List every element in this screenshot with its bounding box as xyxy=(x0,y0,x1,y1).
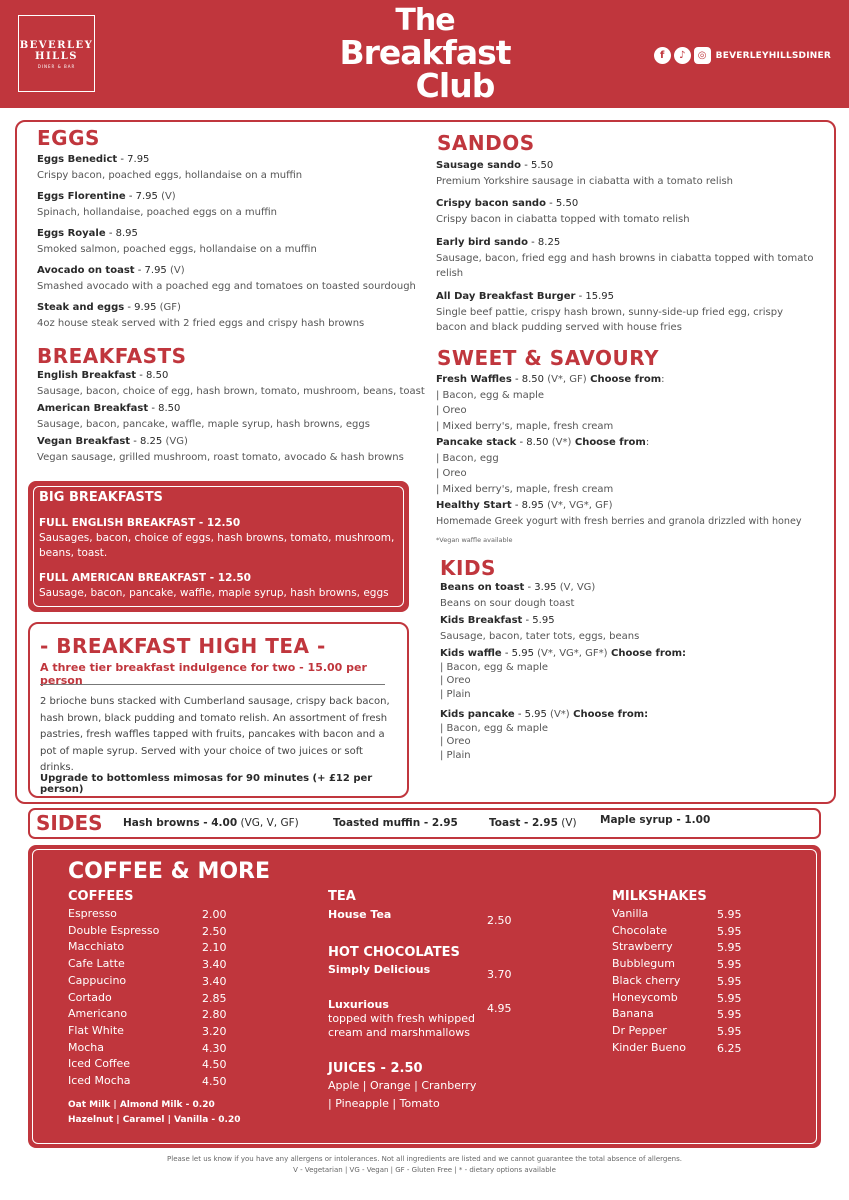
item-tag: (V*) xyxy=(546,709,570,720)
choose-from-label: Choose from: xyxy=(569,709,649,720)
menu-item xyxy=(37,263,427,294)
item-name: Kids Breakfast xyxy=(440,615,523,626)
item-price: - 8.50 xyxy=(511,374,545,385)
luxurious-desc-1: topped with fresh whipped xyxy=(328,1012,475,1025)
menu-row-name: Cafe Latte xyxy=(68,957,125,971)
item-option: | Plain xyxy=(440,688,471,700)
item-price: - 8.25 xyxy=(130,436,163,447)
juices-subtitle: JUICES - 2.50 xyxy=(328,1061,423,1076)
allergen-notice: Please let us know if you have any allergens or intolerances. Not all ingredients are listed and we cannot guarantee the total absence of allergens. xyxy=(167,1155,682,1163)
syrup-extras: Hazelnut | Caramel | Vanilla - 0.20 xyxy=(68,1115,241,1125)
house-tea: House Tea xyxy=(328,908,392,921)
juices-list-2: | Pineapple | Tomato xyxy=(328,1097,440,1110)
item-tag: (V*, VG*, GF*) xyxy=(533,648,608,659)
choose-colon: : xyxy=(645,437,650,448)
menu-row-price: 3.40 xyxy=(202,974,227,988)
item-price: - 7.95 xyxy=(134,265,167,276)
item-name: Crispy bacon sando xyxy=(436,198,546,209)
item-price: - 9.95 xyxy=(124,302,157,313)
item-tag: (V) xyxy=(166,265,185,276)
item-name: Pancake stack xyxy=(436,437,517,448)
menu-item xyxy=(436,235,816,282)
item-name: FULL AMERICAN BREAKFAST - 12.50 xyxy=(39,572,251,584)
item-desc: Homemade Greek yogurt with fresh berries and granola drizzled with honey xyxy=(436,515,802,527)
title-line1: The xyxy=(395,3,455,38)
item-tag: (V) xyxy=(157,191,176,202)
item-desc: Crispy bacon, poached eggs, hollandaise on a muffin xyxy=(37,169,303,181)
menu-row-name: Honeycomb xyxy=(612,990,678,1004)
item-desc: Sausage, bacon, choice of egg, hash brown, tomato, mushroom, beans, toast xyxy=(37,385,425,397)
item-name: Toast - 2.95 xyxy=(489,817,558,829)
menu-row-name: Mocha xyxy=(68,1040,104,1054)
house-tea-price: 2.50 xyxy=(487,914,512,927)
item-option: | Bacon, egg xyxy=(436,452,499,464)
menu-row-name: Espresso xyxy=(68,907,117,920)
item-name: English Breakfast xyxy=(37,370,137,381)
menu-item xyxy=(436,372,826,434)
menu-row-name: Black cherry xyxy=(612,973,681,987)
menu-item xyxy=(436,435,826,497)
menu-row-price: 2.50 xyxy=(202,924,227,938)
sweet-savoury-title: SWEET & SAVOURY xyxy=(437,346,659,370)
side-item xyxy=(489,817,577,829)
social-links xyxy=(654,47,831,64)
title-line2: Breakfast xyxy=(339,33,511,72)
menu-row-name: Dr Pepper xyxy=(612,1023,667,1037)
item-name: Eggs Royale xyxy=(37,228,106,239)
item-price: - 8.50 xyxy=(136,370,169,381)
item-desc: Sausage, bacon, tater tots, eggs, beans xyxy=(440,630,640,642)
item-option: | Bacon, egg & maple xyxy=(440,661,548,673)
sides-box xyxy=(28,808,821,839)
menu-row-name: Double Espresso xyxy=(68,923,160,937)
item-name: Avocado on toast xyxy=(37,265,135,276)
menu-row-price: 5.95 xyxy=(717,924,742,938)
menu-item xyxy=(436,196,826,227)
menu-item xyxy=(37,368,427,399)
item-name: Sausage sando xyxy=(436,160,522,171)
item-name: Vegan Breakfast xyxy=(37,436,131,447)
high-tea-box xyxy=(28,622,409,798)
eggs-title: EGGS xyxy=(37,126,100,150)
item-desc: Spinach, hollandaise, poached eggs on a muffin xyxy=(37,206,277,218)
item-price: - 5.50 xyxy=(521,160,554,171)
item-desc: Sausage, bacon, pancake, waffle, maple syrup, hash browns, eggs xyxy=(39,587,389,599)
item-tag: (V*, GF) xyxy=(544,374,587,385)
item-name: FULL ENGLISH BREAKFAST - 12.50 xyxy=(39,517,241,529)
item-desc: Beans on sour dough toast xyxy=(440,597,575,609)
menu-row-price: 4.50 xyxy=(202,1075,227,1088)
luxurious-desc-2: cream and marshmallows xyxy=(328,1026,470,1039)
item-tag: (V) xyxy=(557,817,577,829)
item-price: - 7.95 xyxy=(125,191,158,202)
item-desc: Sausages, bacon, choice of eggs, hash browns, tomato, mushroom, beans, toast. xyxy=(39,532,395,559)
social-handle: BEVERLEYHILLSDINER xyxy=(715,50,831,61)
item-option: | Mixed berry's, maple, fresh cream xyxy=(436,483,614,495)
item-price: - 8.25 xyxy=(527,237,561,248)
tea-subtitle: TEA xyxy=(328,889,356,904)
item-name: Kids waffle xyxy=(440,648,502,659)
item-option: | Mixed berry's, maple, fresh cream xyxy=(436,420,614,432)
item-name: Toasted muffin - 2.95 xyxy=(333,817,458,829)
simply-delicious: Simply Delicious xyxy=(328,963,431,976)
item-price: - 5.95 xyxy=(514,709,547,720)
menu-row-name: Iced Mocha xyxy=(68,1074,131,1087)
item-desc: Sausage, bacon, pancake, waffle, maple syrup, hash browns, eggs xyxy=(37,418,370,430)
menu-row-price: 4.30 xyxy=(202,1041,227,1055)
item-tag: (VG, V, GF) xyxy=(237,817,299,829)
item-price: - 7.95 xyxy=(117,154,150,165)
menu-row-price: 5.95 xyxy=(717,974,742,988)
item-name: Steak and eggs xyxy=(37,302,125,313)
item-price: - 5.50 xyxy=(545,198,579,209)
menu-row-price: 6.25 xyxy=(717,1041,742,1055)
item-name: Eggs Florentine xyxy=(37,191,126,202)
menu-row-price: 3.40 xyxy=(202,958,227,972)
side-item xyxy=(333,817,458,829)
menu-row-name: Chocolate xyxy=(612,923,668,937)
menu-item xyxy=(436,158,826,189)
menu-item xyxy=(37,300,427,331)
item-option: | Oreo xyxy=(436,405,467,416)
item-price: - 8.95 xyxy=(105,228,138,239)
menu-row-name: Americano xyxy=(68,1007,128,1021)
item-price: - 5.95 xyxy=(522,615,555,626)
allergen-footer xyxy=(0,1154,849,1176)
milkshakes-subtitle: MILKSHAKES xyxy=(612,889,707,904)
facebook-icon[interactable]: f xyxy=(654,47,671,64)
menu-row-price: 5.95 xyxy=(717,908,742,921)
menu-row-name: Cortado xyxy=(68,990,112,1004)
menu-row-name: Strawberry xyxy=(612,940,673,954)
item-name: All Day Breakfast Burger xyxy=(436,291,576,302)
side-item xyxy=(600,814,710,826)
item-desc: 4oz house steak served with 2 fried eggs and crispy hash browns xyxy=(37,317,365,329)
menu-row-name: Bubblegum xyxy=(612,957,675,971)
item-name: Eggs Benedict xyxy=(37,154,118,165)
menu-item xyxy=(440,647,830,701)
item-option: | Oreo xyxy=(440,736,471,747)
item-option: | Plain xyxy=(440,749,471,761)
menu-item xyxy=(440,580,830,611)
high-tea-description: 2 brioche buns stacked with Cumberland sausage, crispy back bacon, hash brown, black pudding and tomato relish. An assortment of fresh pastries, fresh waffles tapped with fruits, pancakes with bacon and a pot of maple syrup. Served with your choice of two juices or soft drinks. xyxy=(40,696,390,773)
item-name: Hash browns - 4.00 xyxy=(123,817,238,829)
item-desc: Sausage, bacon, fried egg and hash browns in ciabatta topped with tomato relish xyxy=(436,252,814,279)
menu-row-price: 2.80 xyxy=(202,1008,227,1022)
dietary-key: V - Vegetarian | VG - Vegan | GF - Gluten Free | * - dietary options available xyxy=(293,1166,556,1174)
item-name: Fresh Waffles xyxy=(436,374,512,385)
coffee-title: COFFEE & MORE xyxy=(68,859,271,884)
item-option: | Bacon, egg & maple xyxy=(440,722,548,734)
menu-row-price: 3.20 xyxy=(202,1024,227,1038)
big-breakfasts-box xyxy=(28,481,409,612)
menu-item xyxy=(440,708,830,762)
item-option: | Oreo xyxy=(440,675,471,686)
menu-item xyxy=(37,189,427,220)
coffees-subtitle: COFFEES xyxy=(68,889,134,904)
hot-chocolates-subtitle: HOT CHOCOLATES xyxy=(328,945,460,960)
menu-row-name: Flat White xyxy=(68,1023,124,1037)
choose-from-label: Choose from xyxy=(586,374,662,385)
menu-row-price: 5.95 xyxy=(717,1008,742,1022)
item-option: | Bacon, egg & maple xyxy=(436,389,544,401)
logo-line2: HILLS xyxy=(35,51,78,62)
divider xyxy=(40,684,385,685)
high-tea-subtitle: A three tier breakfast indulgence for two - 15.00 per person xyxy=(40,661,367,687)
item-price: - 8.95 xyxy=(511,500,544,511)
juices-list-1: Apple | Orange | Cranberry xyxy=(328,1079,477,1092)
menu-row-name: Banana xyxy=(612,1007,654,1021)
menu-row-price: 5.95 xyxy=(717,958,742,972)
high-tea-title: - BREAKFAST HIGH TEA - xyxy=(40,634,326,658)
item-name: Early bird sando xyxy=(436,237,528,248)
item-desc: Smoked salmon, poached eggs, hollandaise on a muffin xyxy=(37,243,317,255)
menu-row-name: Iced Coffee xyxy=(68,1057,131,1071)
item-desc: Vegan sausage, grilled mushroom, roast tomato, avocado & hash browns xyxy=(37,451,404,463)
item-tag: (V, VG) xyxy=(556,582,596,593)
simply-delicious-price: 3.70 xyxy=(487,968,512,981)
choose-from-label: Choose from xyxy=(571,437,646,448)
item-tag: (VG) xyxy=(162,436,188,447)
kids-title: KIDS xyxy=(440,556,496,580)
sandos-title: SANDOS xyxy=(437,131,535,155)
menu-row-name: Vanilla xyxy=(612,907,649,920)
item-price: - 8.50 xyxy=(148,403,181,414)
header xyxy=(0,0,849,108)
item-price: - 3.95 xyxy=(524,582,557,593)
menu-row-name: Cappucino xyxy=(68,973,127,987)
item-price: - 8.50 xyxy=(516,437,549,448)
item-desc: Premium Yorkshire sausage in ciabatta with a tomato relish xyxy=(436,175,734,187)
high-tea-upgrade: Upgrade to bottomless mimosas for 90 minutes (+ £12 per person) xyxy=(40,773,373,795)
item-desc: Single beef pattie, crispy hash brown, sunny-side-up fried egg, crispy bacon and black pudding served with house fries xyxy=(436,306,784,333)
choose-colon: : xyxy=(661,374,665,385)
menu-row-name: Kinder Bueno xyxy=(612,1040,686,1054)
big-breakfasts-title: BIG BREAKFASTS xyxy=(39,490,163,505)
menu-item xyxy=(436,289,816,336)
item-desc: Crispy bacon in ciabatta topped with tomato relish xyxy=(436,213,690,225)
breakfast-club-title xyxy=(300,3,550,105)
menu-item xyxy=(440,613,830,644)
item-desc: Smashed avocado with a poached egg and tomatoes on toasted sourdough xyxy=(37,280,416,292)
item-name: Healthy Start xyxy=(436,500,512,511)
menu-item xyxy=(37,226,427,257)
sides-title: SIDES xyxy=(36,811,103,835)
menu-row-price: 5.95 xyxy=(717,1024,742,1038)
menu-row-price: 4.50 xyxy=(202,1058,227,1072)
vegan-waffle-note: *Vegan waffle available xyxy=(436,536,513,544)
menu-item xyxy=(39,516,399,561)
menu-row-price: 2.85 xyxy=(202,991,227,1005)
logo-line3: DINER & BAR xyxy=(37,64,76,69)
choose-from-label: Choose from: xyxy=(607,648,687,659)
luxurious-price: 4.95 xyxy=(487,1002,512,1015)
menu-item xyxy=(436,498,826,529)
menu-item xyxy=(39,571,399,601)
instagram-icon[interactable]: ◎ xyxy=(694,47,711,64)
beverley-hills-logo xyxy=(18,15,95,92)
logo-line1: BEVERLEY xyxy=(19,40,94,51)
menu-row-price: 5.95 xyxy=(717,991,742,1005)
menu-row-name: Macchiato xyxy=(68,940,125,954)
luxurious: Luxurious xyxy=(328,998,389,1011)
item-tag: (V*, VG*, GF) xyxy=(543,500,613,511)
side-item xyxy=(123,817,299,829)
item-price: - 15.95 xyxy=(575,291,615,302)
tiktok-icon[interactable]: ♪ xyxy=(674,47,691,64)
item-tag: (GF) xyxy=(156,302,181,313)
milk-extras: Oat Milk | Almond Milk - 0.20 xyxy=(68,1100,215,1110)
item-option: | Oreo xyxy=(436,468,467,479)
menu-item xyxy=(37,152,427,183)
menu-item xyxy=(37,434,427,465)
coffee-box xyxy=(28,845,821,1148)
item-name: Beans on toast xyxy=(440,582,525,593)
item-name: American Breakfast xyxy=(37,403,149,414)
item-name: Maple syrup - 1.00 xyxy=(600,814,711,826)
breakfasts-title: BREAKFASTS xyxy=(37,344,187,368)
item-price: - 5.95 xyxy=(501,648,534,659)
title-line3: Club xyxy=(415,66,495,105)
menu-row-price: 5.95 xyxy=(717,941,742,955)
menu-row-price: 2.00 xyxy=(202,908,227,921)
item-name: Kids pancake xyxy=(440,709,515,720)
menu-item xyxy=(37,401,427,432)
menu-row-price: 2.10 xyxy=(202,941,227,955)
item-tag: (V*) xyxy=(548,437,572,448)
